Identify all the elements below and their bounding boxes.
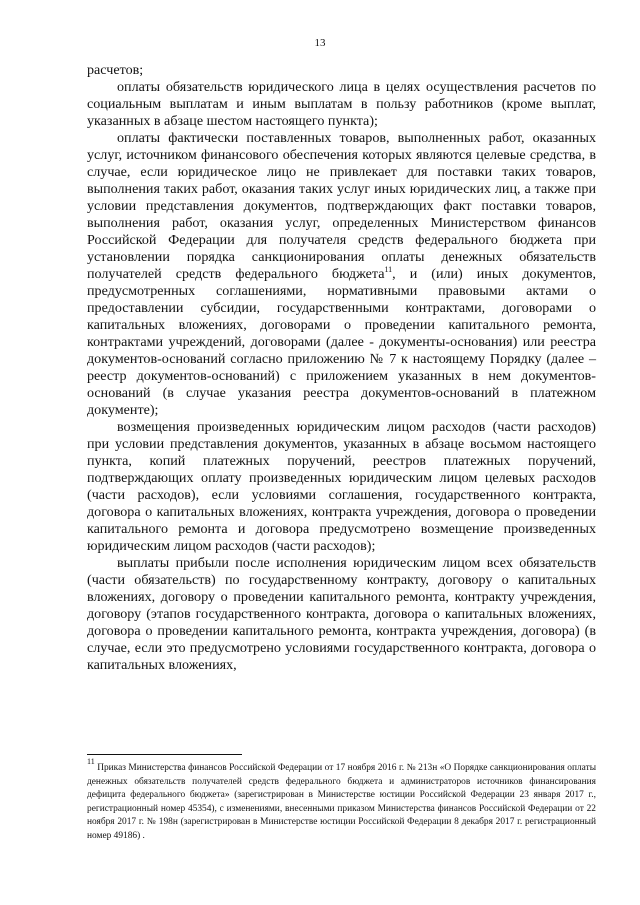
paragraph-2: оплаты обязательств юридического лица в целях осуществления расчетов по социальным выплатам и иным выплатам в пользу работников (кроме выплат, указанных в абзаце шестом настоящего пункта); <box>87 79 596 129</box>
footnote <box>87 757 596 844</box>
paragraph-1: расчетов; <box>87 62 144 78</box>
footnote-reference: 11 <box>384 265 393 274</box>
paragraph-3-part-1: оплаты фактически поставленных товаров, выполненных работ, оказанных услуг, источником финансового обеспечения которых являются целевые средства, в случае, если юридическое лицо не привлекает для поставки таких товаров, выполнения таких работ, оказания таких услуг иных юридических лиц, а также при условии представления документов, подтверждающих факт поставки товаров, выполнения работ, оказания услуг, определенных Министерством финансов Российской Федерации для получателя средств федерального бюджета при установлении порядка санкционирования оплаты денежных обязательств получателей средств федерального бюджета <box>87 130 596 282</box>
page-number: 13 <box>314 37 326 49</box>
body-text <box>87 62 596 674</box>
paragraph-3 <box>87 130 596 419</box>
paragraph-5: выплаты прибыли после исполнения юридическим лицом всех обязательств (части обязательств) по государственному контракту, договору о капитальных вложениях, договору о проведении капитального ремонта, контракту учреждения, договору (этапов государственного контракта, договора о капитальных вложениях, договора о проведении капитального ремонта, контракта учреждения, договора) (в случае, если это предусмотрено условиями государственного контракта, договора о капитальных вложениях, <box>87 555 596 673</box>
footnote-divider <box>87 754 242 755</box>
footnote-body: Приказ Министерства финансов Российской Федерации от 17 ноября 2016 г. № 213н «О Порядке санкционирования оплаты денежных обязательств получателей средств федерального бюджета и администраторов источников финансирования дефицита федерального бюджета» (зарегистрирован в Министерстве юстиции Российской Федерации 23 января 2017 г., регистрационный номер 45354), с изменениями, внесенными приказом Министерства финансов Российской Федерации от 22 ноября 2017 г. № 198н (зарегистрирован в Министерстве юстиции Российской Федерации 8 декабря 2017 г. регистрационный номер 49186) . <box>87 763 596 841</box>
paragraph-4: возмещения произведенных юридическим лицом расходов (части расходов) при условии представления документов, указанных в абзаце восьмом настоящего пункта, копий платежных поручений, реестров платежных поручений, подтверждающих оплату произведенных юридическим лицом целевых расходов (части расходов), если условиями соглашения, государственного контракта, договора о капитальных вложениях, контракта учреждения, договора о проведении капитального ремонта и договора предусмотрено возмещение произведенных юридическим лицом расходов (части расходов); <box>87 419 596 554</box>
footnote-marker: 11 <box>87 757 95 766</box>
paragraph-3-part-2: , и (или) иных документов, предусмотренных соглашениями, нормативными правовыми актами о предоставлении субсидии, государственными контрактами, договорами о капитальных вложениях, договорами о проведении капитального ремонта, контрактами учреждений, договорами (далее - документы-основания) или реестра документов-оснований согласно приложению № 7 к настоящему Порядку (далее – реестр документов-оснований) с приложением указанных в нем документов-оснований (в случае указания реестра документов-оснований в платежном документе); <box>87 266 596 418</box>
footnote-text <box>87 757 596 844</box>
